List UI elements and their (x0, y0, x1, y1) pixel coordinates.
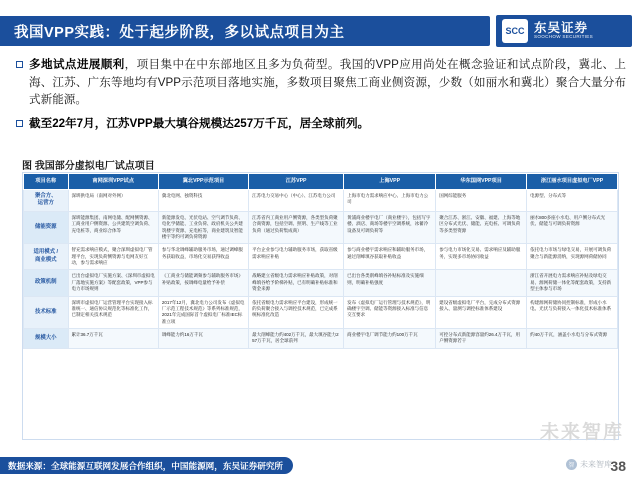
page-title: 我国VPP实践：处于起步阶段，多以试点项目为主 (14, 24, 345, 41)
table-cell: 浙江省开展电力需求响应补贴及绿电交易、源网荷储一体化等配套政策，支持新型主体参与市场 (527, 270, 618, 296)
watermark-small-label: 未来智库 (580, 460, 612, 469)
row-label: 适用模式 / 商业模式 (24, 244, 69, 270)
table-cell: 战略建立省级电力需求响应补贴政策，对削峰填谷给予阶梯补贴，已有明确补贴标准和资金来源 (249, 270, 344, 296)
table-cell: 依托电力市场与绿电交易，开展可调负荷聚合与新能源消纳，实现源网荷储协同 (527, 244, 618, 270)
logo-mark-icon: SCC (502, 19, 528, 43)
table-row (24, 296, 618, 329)
table-cell: 构建源网荷储协同控制标准，形成小水电、光伏与负荷接入一体化技术标准体系 (527, 296, 618, 329)
table-cell: 江苏省内工商业用户侧资源，各类型负荷聚合商资源，包括空调、照明、生产线等工业负荷（通过负荷集成商） (249, 211, 344, 244)
slide-header (0, 14, 640, 48)
table-cell: 智充需求响应模式，聚合深圳虚拟电厂管理平台，实现负荷侧资源与电网友好互动，参与需求响应 (68, 244, 158, 270)
square-bullet-icon (16, 61, 23, 68)
logo-text (534, 22, 593, 40)
table-cell: 深圳供电局（南网对外网） (68, 189, 158, 211)
table-cell: 约40万千瓦，涵盖小水电与分布式资源 (527, 329, 618, 349)
table-cell: 聚合江苏、浙江、安徽、福建、上海等地区分布式光伏、储能、充电桩、可调负荷等多类型资源 (436, 211, 527, 244)
table-col-header: 冀北VPP示范项目 (158, 174, 248, 190)
vpp-pilot-table (22, 172, 619, 440)
table-cell: 深圳能源集团、南网电储、配网侧资源、工商业用户侧资源、公共建筑空调负荷、充电桩等，商业综合体等 (68, 211, 158, 244)
table-cell: 参与电力市场化交易、需求响应及辅助服务，实现多市场协同收益 (436, 244, 527, 270)
table-cell: 2017年12月，冀北电力公司发布《虚拟电厂示范工程技术规范》等系列标准规范，2021年完成国际首个虚拟电厂标准IEC标准立项 (158, 296, 248, 329)
table-cell (436, 270, 527, 296)
source-note: 数据来源：全球能源互联网发展合作组织，中国能源网，东吴证券研究所 (0, 457, 293, 474)
table-cell: 建设省级虚拟电厂平台，完成分布式资源接入、量测与调控标准体系建设 (436, 296, 527, 329)
table-cell: 调峰能力约16万千瓦 (158, 329, 248, 349)
table-cell: 发布《虚拟电厂运行管理与技术规范》，明确楼宇空调、储能等资源接入标准与信息交互要求 (344, 296, 436, 329)
table-cell: 冀北电网、独资科技 (158, 189, 248, 211)
table-cell: 可控分布式新能源容量约26.4万千瓦，用户侧资源若干 (436, 329, 527, 349)
row-label: 储能资源 (24, 211, 69, 244)
table-cell: 丽水800多座小水电、用户侧分布式光伏、储能与可调负荷资源 (527, 211, 618, 244)
table-col-header: 上海VPP (344, 174, 436, 190)
table-cell: 上海市电力需求响应中心、上海市电力公司 (344, 189, 436, 211)
bullet-item (16, 56, 626, 109)
watermark-main: 未来智库 (539, 422, 624, 443)
table-row (24, 270, 618, 296)
table-cell: 深圳市虚拟电厂运营管理平台实现接入标准统一、通信协议规范化等标准化工作，已制定相关技术规范 (68, 296, 158, 329)
figure-caption: 图 我国部分虚拟电厂试点项目 (22, 161, 155, 172)
bullet-rest: ，项目集中在中东部地区且多为负荷型。我国的VPP应用尚处在概念验证和试点阶段，冀北、上海、江苏、广东等地均有VPP示范项目落地实施，多数项目聚焦工商业侧资源，少数（如丽水和冀北）聚合大量分布式新能源。 (29, 58, 626, 107)
table-cell: 黄浦商业楼宇电厂（商业楼宇），包括写字楼、酒店、商场等楼宇空调系统，冰蓄冷设备及可调负荷等 (344, 211, 436, 244)
table-cell: 最大削峰能力约402万千瓦，最大填谷能力257万千瓦，居全球前列 (249, 329, 344, 349)
table-cell: 参与商业楼宇需求响应和辅助服务市场，通过削峰填谷获取补贴收益 (344, 244, 436, 270)
table-row (24, 211, 618, 244)
table-cell: 电源型、分布式等 (527, 189, 618, 211)
table-cell: 新能源发电、光伏电站、空气调节负荷、电化学储能、工业负荷、政府机关公共建筑楼宇资源、充电桩等，商业建筑及智能楼宇等约可调负荷资源 (158, 211, 248, 244)
table-col-header: 项目名称 (24, 174, 69, 190)
bullet-list (16, 56, 626, 138)
logo-name-cn: 东吴证券 (534, 21, 589, 36)
slide-footer (0, 450, 640, 480)
table-cell: 已出台虚拟电厂实施方案、《深圳市虚拟电厂落地实施方案》等配套政策，VPP参与电力市场规则 (68, 270, 158, 296)
table-col-header: 南网深圳VPP试点 (68, 174, 158, 190)
table-row (24, 244, 618, 270)
table-cell: 江苏电力交易中心（中心）、江苏电力公司 (249, 189, 344, 211)
table-cell: 平台企业参与电力辅助服务市场，获取省级需求响应补贴 (249, 244, 344, 270)
watermark-badge-icon: 智 (566, 459, 577, 470)
bullet-text (29, 56, 626, 109)
table-cell: 《工商业与储能调频参与辅助服务市场》补贴政策，按调峰电量给予补偿 (158, 270, 248, 296)
row-label: 规模大小 (24, 329, 69, 349)
row-label: 聚合方、运营方 (24, 189, 69, 211)
table-header-row (24, 174, 618, 190)
bullet-lead: 多地试点进展顺利 (29, 58, 125, 71)
title-bar (0, 16, 490, 46)
table-cell: 参与华北调峰辅助服务市场，通过调峰服务获取收益，市场化交易获得收益 (158, 244, 248, 270)
table-cell: 依托省级电力需求响应平台建设，形成统一的负荷聚合接入与调控技术规范，已完成系统标准化改造 (249, 296, 344, 329)
company-logo (496, 15, 632, 47)
watermark-small (566, 459, 612, 470)
table-cell: 已出台各类削峰填谷补贴标准及实施细则，明确补贴强度 (344, 270, 436, 296)
logo-name-en: SOOCHOW SECURITIES (534, 34, 593, 40)
bullet-lead: 截至22年7月，江苏VPP最大填谷规模达257万千瓦，居全球前列。 (29, 116, 370, 130)
row-label: 技术标准 (24, 296, 69, 329)
table-row (24, 189, 618, 211)
table-cell: 累计36.7万千瓦 (68, 329, 158, 349)
bullet-text (29, 115, 369, 133)
table-row (24, 329, 618, 349)
page-number: 38 (610, 458, 626, 474)
table-col-header: 华东国网VPP项目 (436, 174, 527, 190)
square-bullet-icon (16, 120, 23, 127)
table-cell: 国网综能服务 (436, 189, 527, 211)
table-col-header: 浙江丽水项目虚拟电厂VPP (527, 174, 618, 190)
table-col-header: 江苏VPP (249, 174, 344, 190)
row-label: 政策机制 (24, 270, 69, 296)
bullet-item (16, 115, 626, 133)
table-cell: 商业楼宇电厂调节能力约100万千瓦 (344, 329, 436, 349)
